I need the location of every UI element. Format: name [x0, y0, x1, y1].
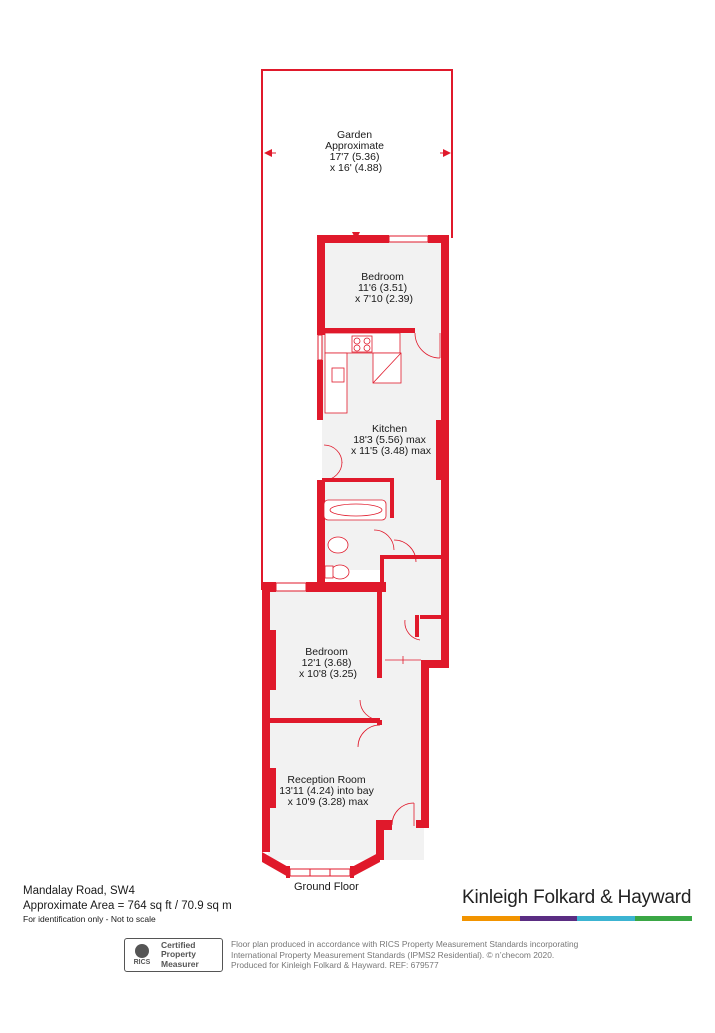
brand-bar-segment	[635, 916, 693, 921]
rics-line: Measurer	[161, 958, 199, 969]
footnote-line: Produced for Kinleigh Folkard & Hayward. REF: 679577	[231, 960, 439, 970]
address: Mandalay Road, SW4	[23, 885, 135, 897]
kitchen-label: Kitchen 18'3 (5.56) max x 11'5 (3.48) max	[350, 423, 432, 457]
rics-logo	[127, 940, 157, 970]
reception-room-label: Reception Room 13'11 (4.24) into bay x 10'9 (3.28) max	[279, 774, 374, 808]
measurement-footnote	[231, 939, 611, 971]
rics-line: Certified	[161, 939, 196, 950]
brand-name: Kinleigh Folkard & Hayward	[462, 887, 692, 908]
footnote-line: Floor plan produced in accordance with RICS Property Measurement Standards incorporating	[231, 939, 579, 949]
rics-line: Property	[161, 949, 196, 960]
garden-label: Garden Approximate 17'7 (5.36) x 16' (4.88)	[325, 129, 385, 174]
front-bedroom-label: Bedroom 12'1 (3.68) x 10'8 (3.25)	[298, 646, 358, 680]
rics-certified-badge	[124, 938, 223, 972]
brand-bar-segment	[462, 916, 520, 921]
footnote-line: International Property Measurement Standards (IPMS2 Residential). © n’checom 2020.	[231, 949, 555, 960]
address-block	[23, 884, 232, 914]
rear-bedroom-label: Bedroom 11'6 (3.51) x 7'10 (2.39)	[354, 271, 414, 305]
approximate-area: Approximate Area = 764 sq ft / 70.9 sq m	[23, 900, 232, 912]
rics-badge-text	[161, 941, 199, 970]
brand-bar-segment	[520, 916, 578, 921]
floor-label: Ground Floor	[294, 881, 359, 893]
brand-color-bar	[462, 916, 692, 921]
rics-logo-text: RICS	[133, 959, 151, 966]
brand-bar-segment	[577, 916, 635, 921]
rics-emblem-icon	[135, 944, 149, 958]
disclaimer: For identification only - Not to scale	[23, 914, 156, 924]
